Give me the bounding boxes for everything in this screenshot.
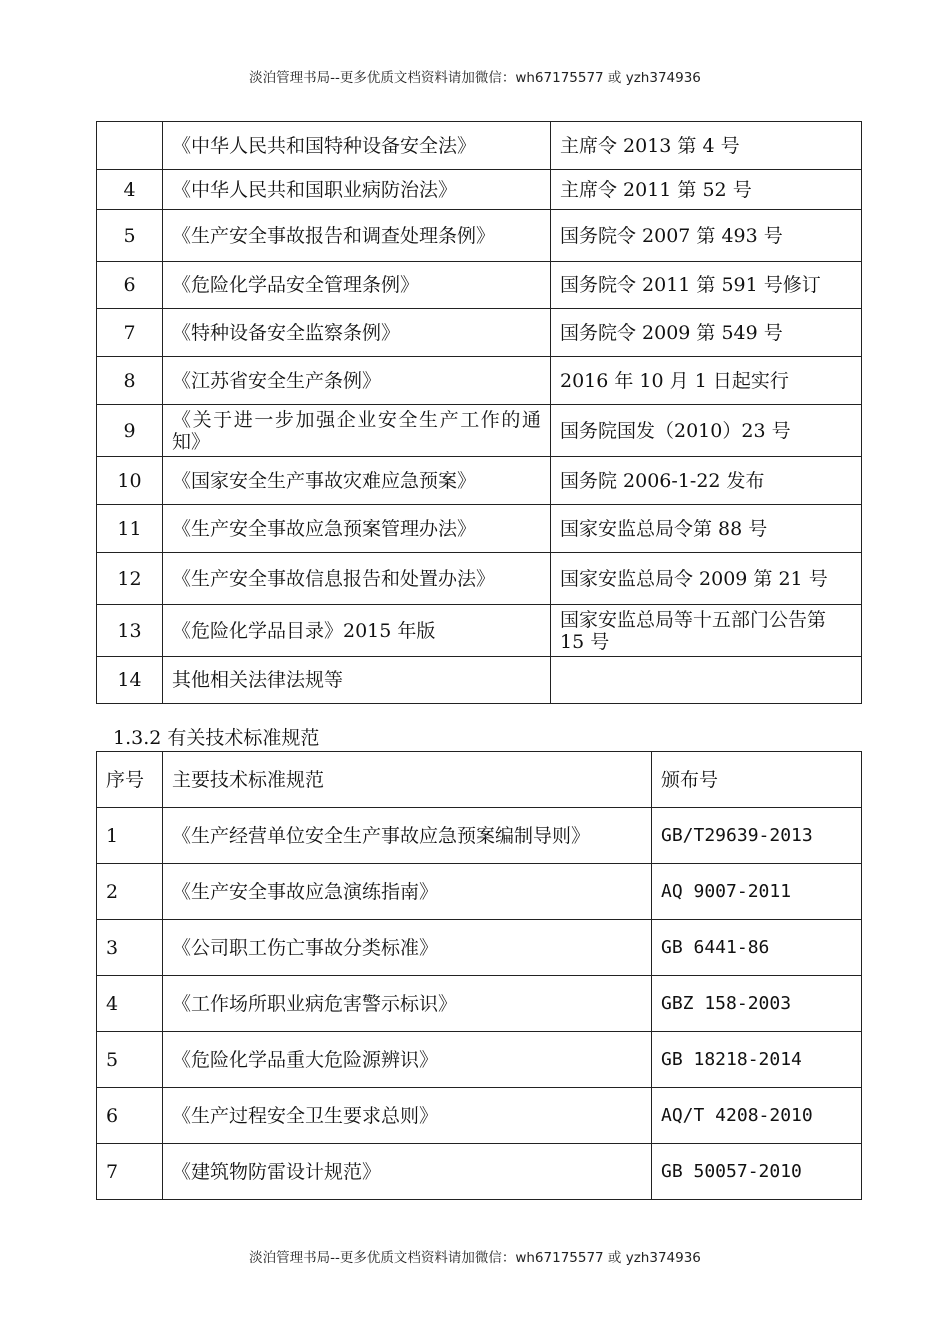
table-row <box>97 262 862 309</box>
standard-code: GB 50057-2010 <box>652 1144 862 1200</box>
law-name: 《特种设备安全监察条例》 <box>163 309 551 357</box>
law-reference: 国务院令 2009 第 549 号 <box>551 309 862 357</box>
law-number <box>97 122 163 170</box>
law-reference: 国家安监总局令第 88 号 <box>551 505 862 553</box>
table-row <box>97 210 862 262</box>
column-header-number: 序号 <box>97 752 163 808</box>
standard-name: 《生产经营单位安全生产事故应急预案编制导则》 <box>163 808 652 864</box>
standard-code: GB 6441-86 <box>652 920 862 976</box>
table-row <box>97 357 862 405</box>
table-row <box>97 657 862 704</box>
standard-number: 4 <box>97 976 163 1032</box>
page-header: 淡泊管理书局--更多优质文档资料请加微信：wh67175577 或 yzh374936 <box>249 70 701 86</box>
standard-name: 《危险化学品重大危险源辨识》 <box>163 1032 652 1088</box>
standard-number: 6 <box>97 1088 163 1144</box>
standard-code: GBZ 158-2003 <box>652 976 862 1032</box>
standard-code: GB 18218-2014 <box>652 1032 862 1088</box>
law-number: 5 <box>97 210 163 262</box>
law-name: 《关于进一步加强企业安全生产工作的通知》 <box>163 405 551 457</box>
table-row <box>97 553 862 605</box>
table-row <box>97 122 862 170</box>
law-name: 《危险化学品目录》2015 年版 <box>163 605 551 657</box>
standard-name: 《生产安全事故应急演练指南》 <box>163 864 652 920</box>
law-number: 7 <box>97 309 163 357</box>
law-reference: 主席令 2011 第 52 号 <box>551 170 862 210</box>
section-title: 1.3.2 有关技术标准规范 <box>113 727 320 749</box>
law-reference: 2016 年 10 月 1 日起实行 <box>551 357 862 405</box>
column-header-code: 颁布号 <box>652 752 862 808</box>
law-number: 6 <box>97 262 163 309</box>
page-footer: 淡泊管理书局--更多优质文档资料请加微信：wh67175577 或 yzh374936 <box>249 1250 701 1266</box>
standard-name: 《生产过程安全卫生要求总则》 <box>163 1088 652 1144</box>
standard-name: 《工作场所职业病危害警示标识》 <box>163 976 652 1032</box>
law-number: 12 <box>97 553 163 605</box>
column-header-name: 主要技术标准规范 <box>163 752 652 808</box>
standards-table <box>96 751 862 1200</box>
law-reference: 国务院 2006-1-22 发布 <box>551 457 862 505</box>
law-name: 《生产安全事故应急预案管理办法》 <box>163 505 551 553</box>
law-number: 11 <box>97 505 163 553</box>
table-row <box>97 1032 862 1088</box>
law-number: 4 <box>97 170 163 210</box>
law-name: 《生产安全事故信息报告和处置办法》 <box>163 553 551 605</box>
table-row <box>97 864 862 920</box>
table-row <box>97 309 862 357</box>
table-row <box>97 808 862 864</box>
standard-number: 1 <box>97 808 163 864</box>
law-name: 《国家安全生产事故灾难应急预案》 <box>163 457 551 505</box>
law-name: 《中华人民共和国特种设备安全法》 <box>163 122 551 170</box>
laws-table <box>96 121 862 704</box>
table-header-row <box>97 752 862 808</box>
standard-number: 2 <box>97 864 163 920</box>
standard-code: AQ 9007-2011 <box>652 864 862 920</box>
standard-name: 《建筑物防雷设计规范》 <box>163 1144 652 1200</box>
standard-number: 5 <box>97 1032 163 1088</box>
law-name: 《危险化学品安全管理条例》 <box>163 262 551 309</box>
table-row <box>97 976 862 1032</box>
law-reference: 国务院国发（2010）23 号 <box>551 405 862 457</box>
law-reference: 国家安监总局令 2009 第 21 号 <box>551 553 862 605</box>
table-row <box>97 1144 862 1200</box>
table-row <box>97 505 862 553</box>
law-reference: 国家安监总局等十五部门公告第 15 号 <box>551 605 862 657</box>
table-row <box>97 920 862 976</box>
law-number: 14 <box>97 657 163 704</box>
standard-number: 7 <box>97 1144 163 1200</box>
law-reference: 国务院令 2007 第 493 号 <box>551 210 862 262</box>
law-reference: 主席令 2013 第 4 号 <box>551 122 862 170</box>
table-row <box>97 405 862 457</box>
standard-code: GB/T29639-2013 <box>652 808 862 864</box>
table-row <box>97 457 862 505</box>
law-name: 《中华人民共和国职业病防治法》 <box>163 170 551 210</box>
standard-code: AQ/T 4208-2010 <box>652 1088 862 1144</box>
standard-name: 《公司职工伤亡事故分类标准》 <box>163 920 652 976</box>
law-number: 13 <box>97 605 163 657</box>
table-row <box>97 1088 862 1144</box>
table-row <box>97 605 862 657</box>
law-name: 《生产安全事故报告和调查处理条例》 <box>163 210 551 262</box>
law-number: 10 <box>97 457 163 505</box>
law-number: 8 <box>97 357 163 405</box>
law-number: 9 <box>97 405 163 457</box>
law-name: 其他相关法律法规等 <box>163 657 551 704</box>
law-reference <box>551 657 862 704</box>
law-reference: 国务院令 2011 第 591 号修订 <box>551 262 862 309</box>
table-row <box>97 170 862 210</box>
standard-number: 3 <box>97 920 163 976</box>
law-name: 《江苏省安全生产条例》 <box>163 357 551 405</box>
